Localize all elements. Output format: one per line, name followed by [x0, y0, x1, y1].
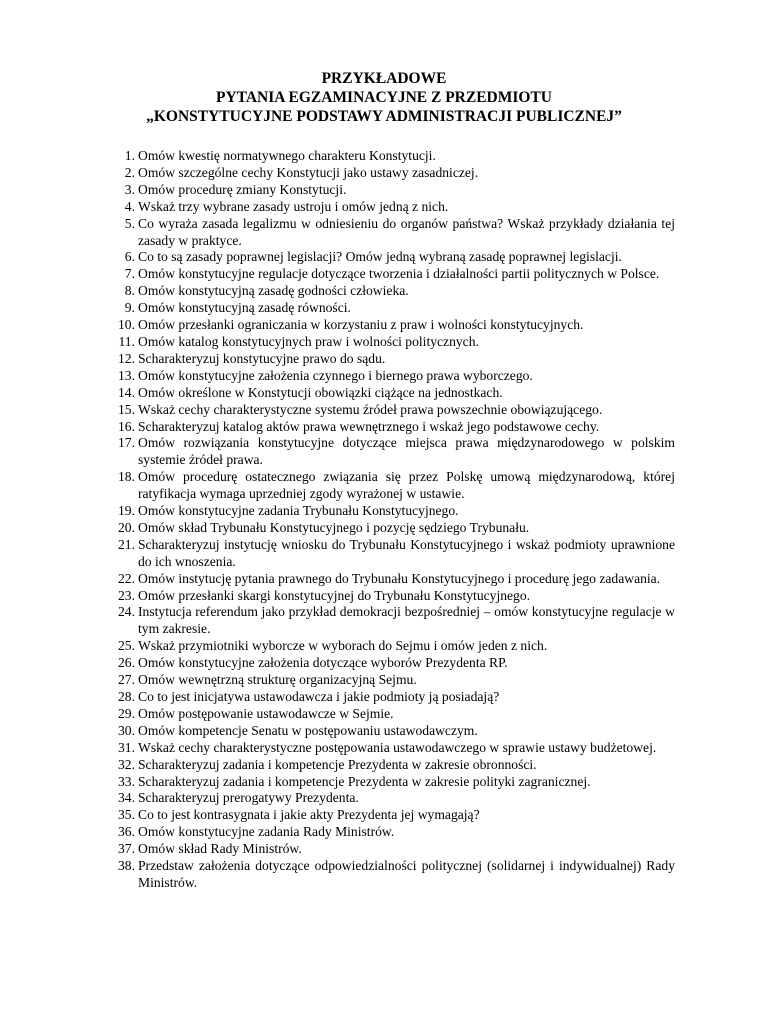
question-item	[103, 841, 675, 858]
header-line-2: PYTANIA EGZAMINACYJNE Z PRZEDMIOTU	[216, 89, 552, 106]
question-number: 31.	[118, 739, 135, 755]
question-text: Wskaż trzy wybrane zasady ustroju i omów jedną z nich.	[138, 198, 449, 214]
question-item	[103, 655, 675, 672]
question-text: Scharakteryzuj instytucję wniosku do Trybunału Konstytucyjnego i wskaż podmioty uprawnione do ich wnoszenia.	[138, 536, 675, 569]
question-text: Omów kompetencje Senatu w postępowaniu ustawodawczym.	[138, 722, 478, 738]
question-item	[103, 503, 675, 520]
question-text: Omów wewnętrzną strukturę organizacyjną Sejmu.	[138, 672, 417, 688]
question-number: 2.	[124, 164, 135, 180]
question-item	[103, 266, 675, 283]
question-number: 28.	[118, 689, 135, 704]
question-number: 34.	[118, 790, 135, 806]
question-text: Scharakteryzuj konstytucyjne prawo do sądu.	[138, 350, 386, 366]
question-item	[103, 165, 675, 182]
question-number: 38.	[118, 858, 135, 874]
question-item	[103, 706, 675, 723]
question-number: 5.	[124, 215, 135, 231]
question-text: Scharakteryzuj prerogatywy Prezydenta.	[138, 790, 359, 806]
question-number: 4.	[124, 198, 135, 214]
question-number: 16.	[118, 418, 135, 434]
question-number: 1.	[124, 148, 135, 163]
question-item	[103, 199, 675, 216]
question-number: 12.	[118, 350, 135, 366]
question-number: 37.	[118, 841, 135, 857]
question-number: 21.	[118, 536, 135, 552]
question-number: 29.	[118, 705, 135, 721]
question-text: Scharakteryzuj zadania i kompetencje Prezydenta w zakresie polityki zagranicznej.	[138, 773, 591, 789]
question-text: Omów kwestię normatywnego charakteru Konstytucji.	[138, 148, 436, 163]
question-item	[103, 368, 675, 385]
question-text: Omów konstytucyjne zadania Trybunału Konstytucyjnego.	[138, 503, 459, 519]
question-number: 11.	[118, 333, 135, 349]
question-text: Omów określone w Konstytucji obowiązki ciążące na jednostkach.	[138, 384, 503, 400]
question-text: Co wyraża zasada legalizmu w odniesieniu do organów państwa? Wskaż przykłady działania tej zasady w praktyce.	[138, 215, 675, 248]
question-number: 23.	[118, 587, 135, 603]
question-number: 26.	[118, 655, 135, 671]
question-item	[103, 672, 675, 689]
question-number: 14.	[118, 384, 135, 400]
question-number: 32.	[118, 756, 135, 772]
question-item	[103, 790, 675, 807]
question-text: Scharakteryzuj zadania i kompetencje Prezydenta w zakresie obronności.	[138, 756, 537, 772]
question-text: Co to jest inicjatywa ustawodawcza i jakie podmioty ją posiadają?	[138, 689, 500, 704]
question-text: Przedstaw założenia dotyczące odpowiedzialności politycznej (solidarnej i indywidualnej) Rady Ministrów.	[138, 858, 675, 890]
question-item	[103, 537, 675, 571]
question-number: 25.	[118, 638, 135, 654]
question-text: Omów postępowanie ustawodawcze w Sejmie.	[138, 705, 394, 721]
question-text: Omów skład Rady Ministrów.	[138, 841, 302, 857]
question-item	[103, 689, 675, 706]
question-text: Omów skład Trybunału Konstytucyjnego i pozycję sędziego Trybunału.	[138, 519, 530, 535]
question-number: 19.	[118, 503, 135, 519]
question-number: 30.	[118, 722, 135, 738]
question-item	[103, 317, 675, 334]
question-item	[103, 571, 675, 588]
question-item	[103, 419, 675, 436]
question-text: Omów instytucję pytania prawnego do Trybunału Konstytucyjnego i procedurę jego zadawania.	[138, 570, 661, 586]
question-item	[103, 435, 675, 469]
question-number: 6.	[124, 249, 135, 265]
question-text: Omów konstytucyjną zasadę godności człowieka.	[138, 283, 409, 299]
question-text: Omów konstytucyjne założenia dotyczące wyborów Prezydenta RP.	[138, 655, 508, 671]
question-number: 8.	[124, 283, 135, 299]
question-number: 24.	[118, 604, 135, 620]
question-item	[103, 385, 675, 402]
question-item	[103, 520, 675, 537]
question-text: Co to jest kontrasygnata i jakie akty Prezydenta jej wymagają?	[138, 807, 480, 823]
question-number: 18.	[118, 469, 135, 485]
question-number: 36.	[118, 824, 135, 840]
question-number: 9.	[124, 300, 135, 316]
question-text: Omów procedurę ostatecznego związania się przez Polskę umową międzynarodową, której ratyfikacja wymaga uprzedniej zgody wyrażonej w ustawie.	[138, 469, 675, 502]
question-item	[103, 182, 675, 199]
question-item	[103, 604, 675, 638]
question-text: Omów konstytucyjne regulacje dotyczące tworzenia i działalności partii politycznych w Polsce.	[138, 266, 660, 282]
question-number: 10.	[118, 317, 135, 333]
question-number: 22.	[118, 570, 135, 586]
question-item	[103, 249, 675, 266]
question-item	[103, 588, 675, 605]
question-text: Omów procedurę zmiany Konstytucji.	[138, 181, 347, 197]
question-number: 3.	[124, 181, 135, 197]
question-item	[103, 148, 675, 165]
question-text: Omów konstytucyjną zasadę równości.	[138, 300, 351, 316]
question-item	[103, 807, 675, 824]
question-item	[103, 402, 675, 419]
question-text: Wskaż przymiotniki wyborcze w wyborach do Sejmu i omów jeden z nich.	[138, 638, 548, 654]
question-number: 20.	[118, 519, 135, 535]
question-text: Wskaż cechy charakterystyczne systemu źródeł prawa powszechnie obowiązującego.	[138, 401, 603, 417]
question-number: 13.	[118, 367, 135, 383]
question-item	[103, 469, 675, 503]
question-text: Omów przesłanki ograniczania w korzystaniu z praw i wolności konstytucyjnych.	[138, 317, 584, 333]
question-item	[103, 216, 675, 250]
question-item	[103, 351, 675, 368]
header-line-3: „KONSTYTUCYJNE PODSTAWY ADMINISTRACJI PUBLICZNEJ”	[146, 108, 622, 125]
question-text: Instytucja referendum jako przykład demokracji bezpośredniej – omów konstytucyjne regulacje w tym zakresie.	[138, 604, 675, 637]
question-item	[103, 757, 675, 774]
question-item	[103, 740, 675, 757]
question-item	[103, 638, 675, 655]
question-item	[103, 334, 675, 351]
question-item	[103, 723, 675, 740]
question-number: 17.	[118, 435, 135, 451]
question-text: Omów szczególne cechy Konstytucji jako ustawy zasadniczej.	[138, 164, 479, 180]
question-text: Co to są zasady poprawnej legislacji? Omów jedną wybraną zasadę poprawnej legislacji.	[138, 249, 622, 265]
question-item	[103, 300, 675, 317]
question-text: Omów przesłanki skargi konstytucyjnej do Trybunału Konstytucyjnego.	[138, 587, 531, 603]
question-text: Wskaż cechy charakterystyczne postępowania ustawodawczego w sprawie ustawy budżetowej.	[138, 739, 657, 755]
question-text: Omów konstytucyjne zadania Rady Ministrów.	[138, 824, 395, 840]
question-item	[103, 858, 675, 892]
document-header	[0, 69, 768, 126]
question-text: Omów katalog konstytucyjnych praw i wolności politycznych.	[138, 333, 479, 349]
question-list	[103, 148, 675, 892]
question-item	[103, 824, 675, 841]
question-text: Omów rozwiązania konstytucyjne dotyczące miejsca prawa międzynarodowego w polskim systemie źródeł prawa.	[138, 435, 675, 468]
question-number: 7.	[124, 266, 135, 282]
question-text: Scharakteryzuj katalog aktów prawa wewnętrznego i wskaż jego podstawowe cechy.	[138, 418, 600, 434]
question-number: 33.	[118, 773, 135, 789]
question-text: Omów konstytucyjne założenia czynnego i biernego prawa wyborczego.	[138, 367, 533, 383]
question-number: 35.	[118, 807, 135, 823]
header-line-1: PRZYKŁADOWE	[321, 70, 447, 87]
question-number: 15.	[118, 401, 135, 417]
question-item	[103, 774, 675, 791]
question-item	[103, 283, 675, 300]
question-number: 27.	[118, 672, 135, 688]
